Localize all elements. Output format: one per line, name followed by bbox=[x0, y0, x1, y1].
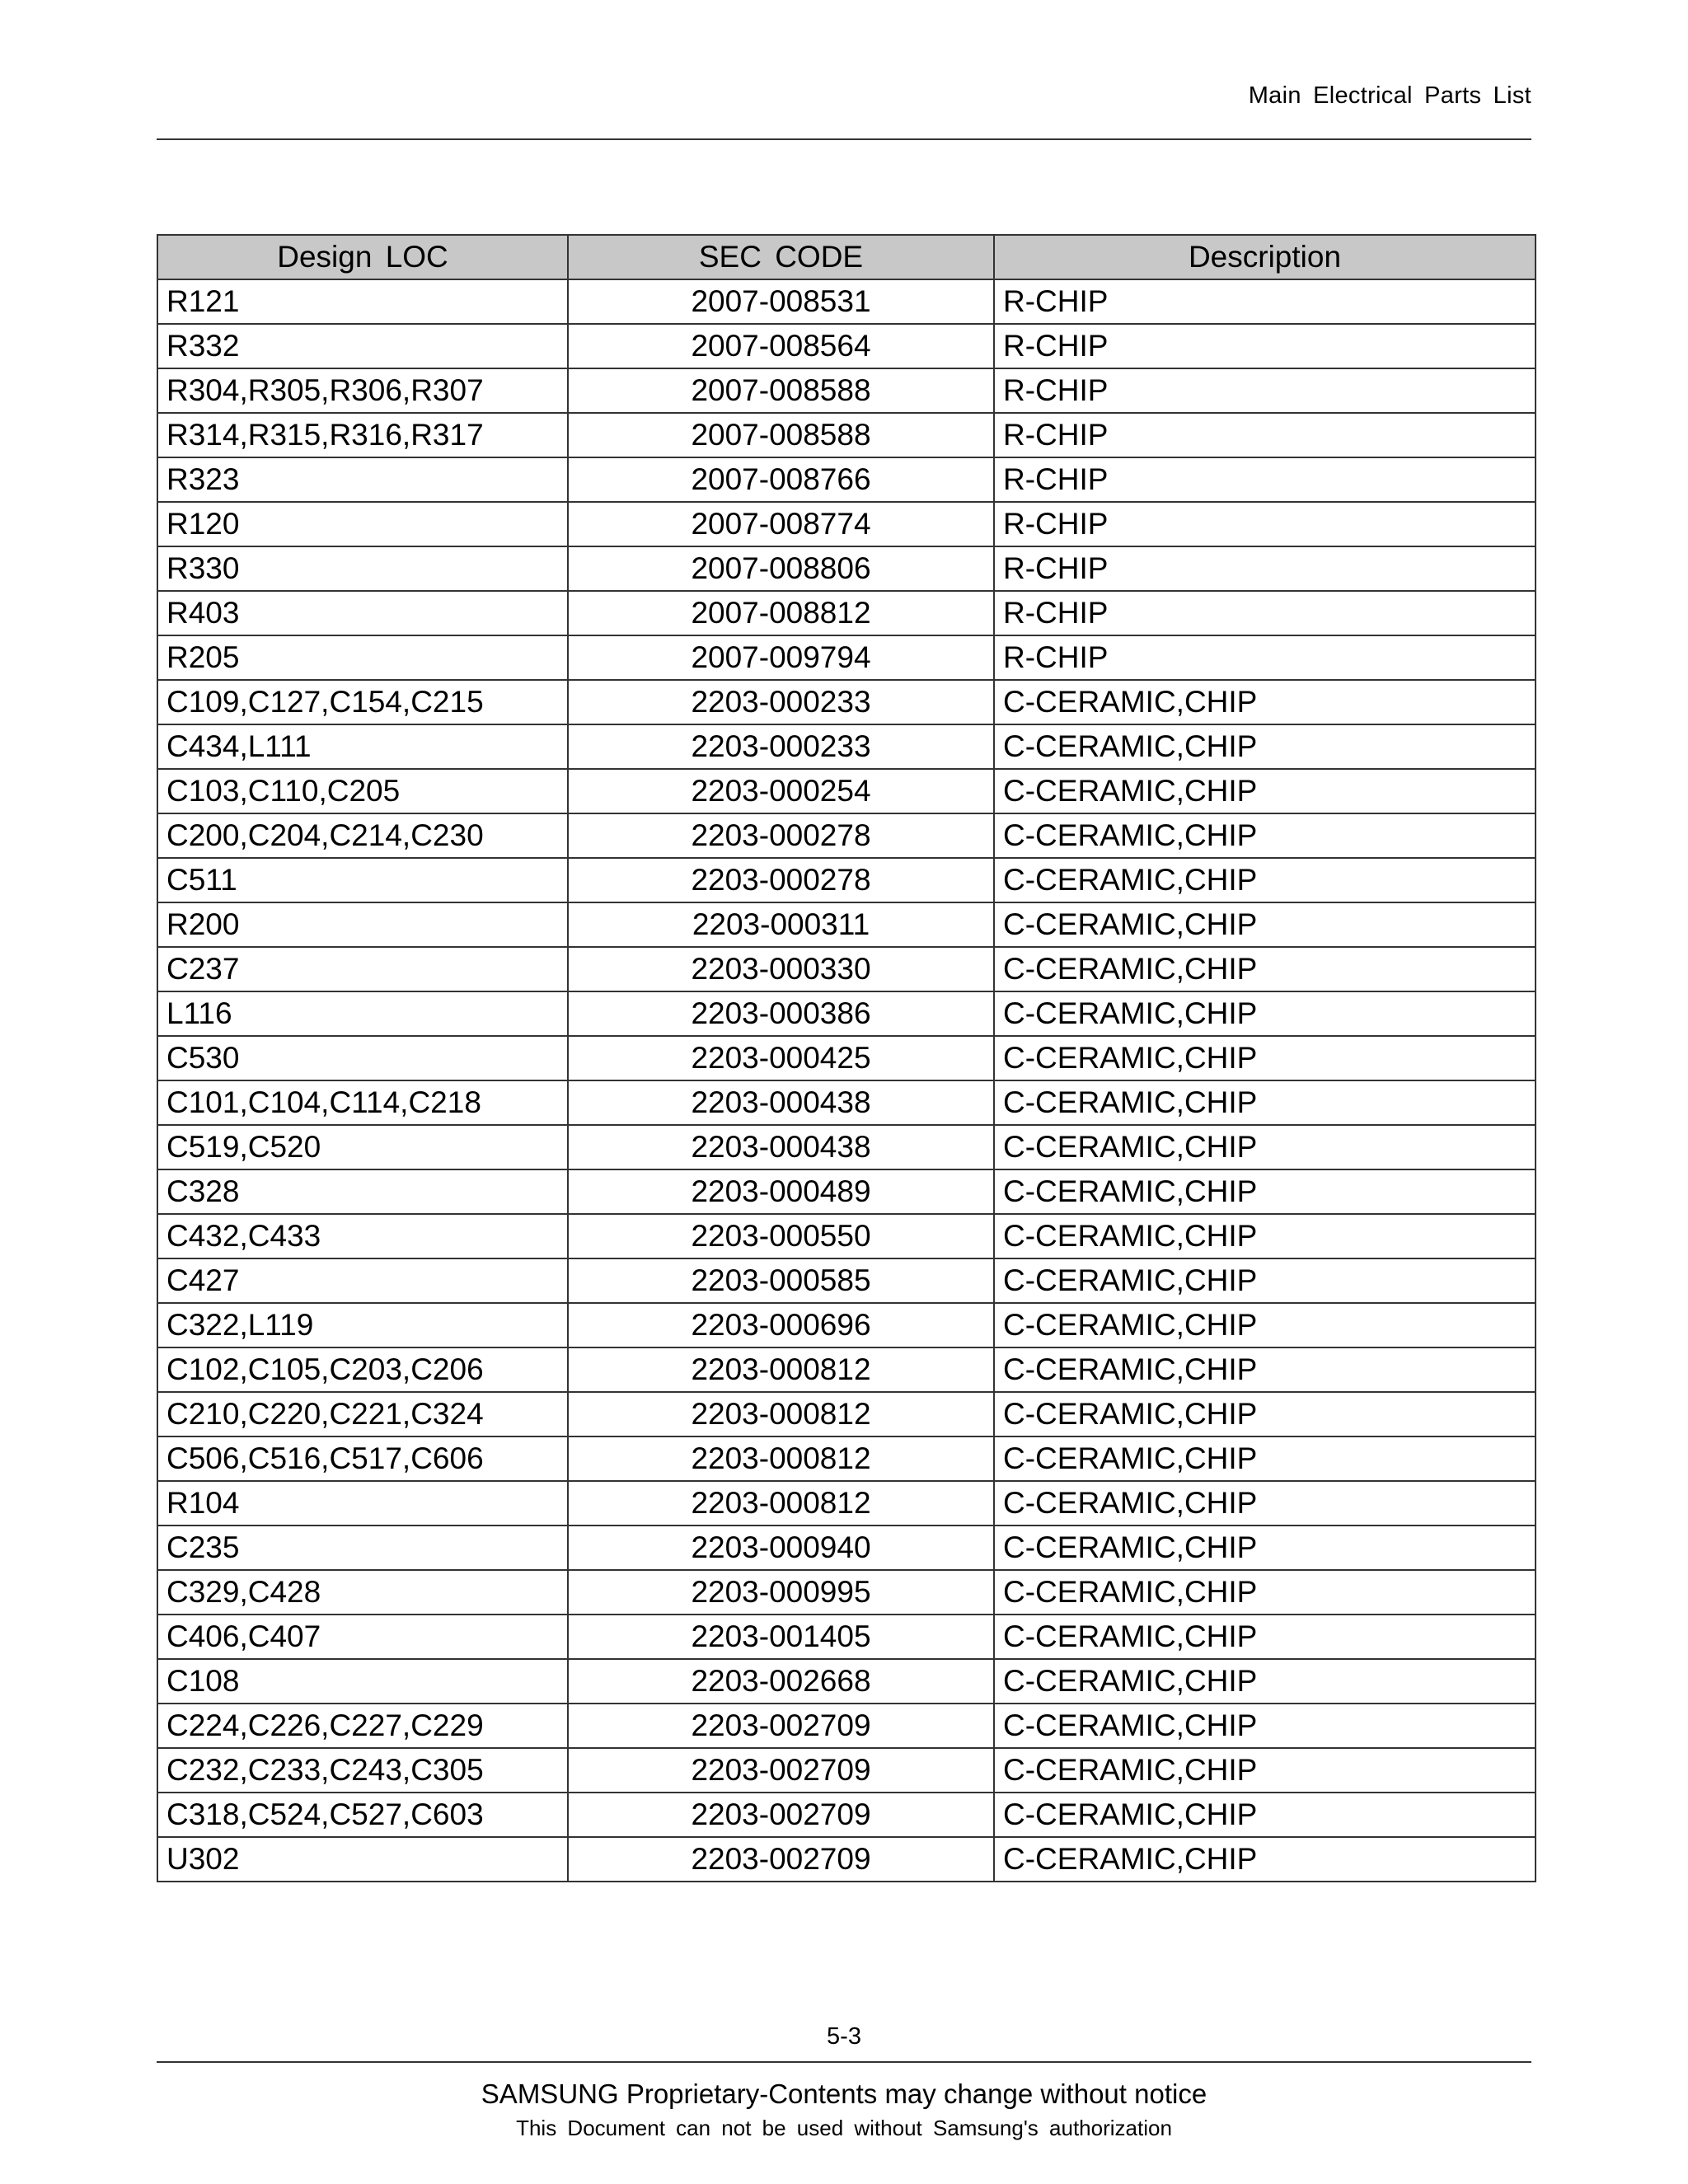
design-loc-cell: C434,L111 bbox=[157, 724, 568, 769]
footer-authorization-notice: This Document can not be used without Samsung's authorization bbox=[516, 2116, 1172, 2140]
description-cell: R-CHIP bbox=[994, 635, 1536, 680]
description-cell: C-CERAMIC,CHIP bbox=[994, 1436, 1536, 1481]
design-loc-cell: C432,C433 bbox=[157, 1214, 568, 1258]
table-row bbox=[157, 902, 1536, 947]
sec-code-cell: 2203-002709 bbox=[568, 1704, 994, 1748]
description-cell: C-CERAMIC,CHIP bbox=[994, 1125, 1536, 1169]
table-row bbox=[157, 591, 1536, 635]
design-loc-cell: C511 bbox=[157, 858, 568, 902]
table-row bbox=[157, 413, 1536, 457]
table-row bbox=[157, 1080, 1536, 1125]
sec-code-cell: 2007-009794 bbox=[568, 635, 994, 680]
description-cell: C-CERAMIC,CHIP bbox=[994, 1080, 1536, 1125]
table-row bbox=[157, 1436, 1536, 1481]
sec-code-cell: 2007-008774 bbox=[568, 502, 994, 546]
parts-table-body bbox=[157, 279, 1536, 1882]
design-loc-cell: C519,C520 bbox=[157, 1125, 568, 1169]
design-loc-cell: C101,C104,C114,C218 bbox=[157, 1080, 568, 1125]
footer-proprietary-notice: SAMSUNG Proprietary-Contents may change without notice bbox=[481, 2079, 1207, 2109]
description-cell: C-CERAMIC,CHIP bbox=[994, 1659, 1536, 1704]
description-cell: C-CERAMIC,CHIP bbox=[994, 680, 1536, 724]
table-row bbox=[157, 1036, 1536, 1080]
description-cell: C-CERAMIC,CHIP bbox=[994, 1347, 1536, 1392]
table-row bbox=[157, 813, 1536, 858]
design-loc-cell: R314,R315,R316,R317 bbox=[157, 413, 568, 457]
design-loc-cell: C103,C110,C205 bbox=[157, 769, 568, 813]
design-loc-cell: C506,C516,C517,C606 bbox=[157, 1436, 568, 1481]
header-row bbox=[157, 235, 1536, 279]
description-cell: C-CERAMIC,CHIP bbox=[994, 1392, 1536, 1436]
sec-code-cell: 2203-000254 bbox=[568, 769, 994, 813]
table-row bbox=[157, 1169, 1536, 1214]
table-row bbox=[157, 1526, 1536, 1570]
table-row bbox=[157, 1570, 1536, 1615]
sec-code-cell: 2007-008531 bbox=[568, 279, 994, 324]
table-row bbox=[157, 724, 1536, 769]
page-number: 5-3 bbox=[827, 2023, 861, 2050]
sec-code-cell: 2203-002709 bbox=[568, 1748, 994, 1793]
table-row bbox=[157, 457, 1536, 502]
sec-code-cell: 2203-002668 bbox=[568, 1659, 994, 1704]
table-row bbox=[157, 680, 1536, 724]
description-cell: R-CHIP bbox=[994, 413, 1536, 457]
description-cell: C-CERAMIC,CHIP bbox=[994, 1481, 1536, 1526]
table-row bbox=[157, 947, 1536, 991]
page-header-title: Main Electrical Parts List bbox=[1248, 82, 1531, 109]
table-row bbox=[157, 1615, 1536, 1659]
design-loc-cell: C328 bbox=[157, 1169, 568, 1214]
design-loc-cell: R332 bbox=[157, 324, 568, 368]
sec-code-cell: 2203-000550 bbox=[568, 1214, 994, 1258]
sec-code-cell: 2203-000585 bbox=[568, 1258, 994, 1303]
table-row bbox=[157, 546, 1536, 591]
description-cell: R-CHIP bbox=[994, 591, 1536, 635]
column-header-design-loc: Design LOC bbox=[157, 235, 568, 279]
description-cell: C-CERAMIC,CHIP bbox=[994, 1303, 1536, 1347]
column-header-description: Description bbox=[994, 235, 1536, 279]
design-loc-cell: U302 bbox=[157, 1837, 568, 1882]
sec-code-cell: 2007-008564 bbox=[568, 324, 994, 368]
sec-code-cell: 2203-000812 bbox=[568, 1392, 994, 1436]
design-loc-cell: C318,C524,C527,C603 bbox=[157, 1793, 568, 1837]
design-loc-cell: C108 bbox=[157, 1659, 568, 1704]
design-loc-cell: R104 bbox=[157, 1481, 568, 1526]
description-cell: C-CERAMIC,CHIP bbox=[994, 724, 1536, 769]
table-row bbox=[157, 1392, 1536, 1436]
table-row bbox=[157, 1481, 1536, 1526]
table-row bbox=[157, 324, 1536, 368]
table-row bbox=[157, 502, 1536, 546]
table-row bbox=[157, 1659, 1536, 1704]
description-cell: C-CERAMIC,CHIP bbox=[994, 902, 1536, 947]
design-loc-cell: L116 bbox=[157, 991, 568, 1036]
description-cell: C-CERAMIC,CHIP bbox=[994, 1837, 1536, 1882]
sec-code-cell: 2007-008766 bbox=[568, 457, 994, 502]
description-cell: C-CERAMIC,CHIP bbox=[994, 813, 1536, 858]
design-loc-cell: R120 bbox=[157, 502, 568, 546]
sec-code-cell: 2203-000940 bbox=[568, 1526, 994, 1570]
table-row bbox=[157, 1347, 1536, 1392]
sec-code-cell: 2203-001405 bbox=[568, 1615, 994, 1659]
table-row bbox=[157, 1125, 1536, 1169]
description-cell: C-CERAMIC,CHIP bbox=[994, 947, 1536, 991]
sec-code-cell: 2203-000425 bbox=[568, 1036, 994, 1080]
description-cell: R-CHIP bbox=[994, 502, 1536, 546]
table-row bbox=[157, 1704, 1536, 1748]
design-loc-cell: C210,C220,C221,C324 bbox=[157, 1392, 568, 1436]
parts-table bbox=[157, 234, 1536, 1882]
table-row bbox=[157, 1214, 1536, 1258]
design-loc-cell: C427 bbox=[157, 1258, 568, 1303]
design-loc-cell: C530 bbox=[157, 1036, 568, 1080]
table-row bbox=[157, 1748, 1536, 1793]
sec-code-cell: 2203-000696 bbox=[568, 1303, 994, 1347]
description-cell: C-CERAMIC,CHIP bbox=[994, 1704, 1536, 1748]
header-divider bbox=[157, 138, 1531, 140]
description-cell: C-CERAMIC,CHIP bbox=[994, 1214, 1536, 1258]
sec-code-cell: 2007-008812 bbox=[568, 591, 994, 635]
sec-code-cell: 2203-000330 bbox=[568, 947, 994, 991]
design-loc-cell: C200,C204,C214,C230 bbox=[157, 813, 568, 858]
table-row bbox=[157, 991, 1536, 1036]
description-cell: R-CHIP bbox=[994, 368, 1536, 413]
sec-code-cell: 2203-000812 bbox=[568, 1481, 994, 1526]
sec-code-cell: 2203-000233 bbox=[568, 724, 994, 769]
design-loc-cell: C232,C233,C243,C305 bbox=[157, 1748, 568, 1793]
sec-code-cell: 2203-000995 bbox=[568, 1570, 994, 1615]
table-row bbox=[157, 1793, 1536, 1837]
table-row bbox=[157, 279, 1536, 324]
design-loc-cell: C322,L119 bbox=[157, 1303, 568, 1347]
table-row bbox=[157, 1258, 1536, 1303]
column-header-sec-code: SEC CODE bbox=[568, 235, 994, 279]
description-cell: R-CHIP bbox=[994, 457, 1536, 502]
description-cell: C-CERAMIC,CHIP bbox=[994, 1748, 1536, 1793]
parts-table-header bbox=[157, 235, 1536, 279]
description-cell: R-CHIP bbox=[994, 279, 1536, 324]
description-cell: C-CERAMIC,CHIP bbox=[994, 991, 1536, 1036]
sec-code-cell: 2203-000812 bbox=[568, 1436, 994, 1481]
design-loc-cell: R304,R305,R306,R307 bbox=[157, 368, 568, 413]
design-loc-cell: C329,C428 bbox=[157, 1570, 568, 1615]
description-cell: C-CERAMIC,CHIP bbox=[994, 858, 1536, 902]
table-row bbox=[157, 769, 1536, 813]
description-cell: C-CERAMIC,CHIP bbox=[994, 769, 1536, 813]
design-loc-cell: C224,C226,C227,C229 bbox=[157, 1704, 568, 1748]
description-cell: C-CERAMIC,CHIP bbox=[994, 1169, 1536, 1214]
description-cell: C-CERAMIC,CHIP bbox=[994, 1258, 1536, 1303]
design-loc-cell: C406,C407 bbox=[157, 1615, 568, 1659]
sec-code-cell: 2203-000278 bbox=[568, 858, 994, 902]
description-cell: C-CERAMIC,CHIP bbox=[994, 1526, 1536, 1570]
sec-code-cell: 2203-000311 bbox=[568, 902, 994, 947]
sec-code-cell: 2007-008588 bbox=[568, 368, 994, 413]
sec-code-cell: 2203-000438 bbox=[568, 1125, 994, 1169]
description-cell: C-CERAMIC,CHIP bbox=[994, 1570, 1536, 1615]
table-row bbox=[157, 635, 1536, 680]
table-row bbox=[157, 1837, 1536, 1882]
footer-divider bbox=[157, 2061, 1531, 2063]
design-loc-cell: R200 bbox=[157, 902, 568, 947]
table-row bbox=[157, 1303, 1536, 1347]
sec-code-cell: 2203-000278 bbox=[568, 813, 994, 858]
description-cell: C-CERAMIC,CHIP bbox=[994, 1793, 1536, 1837]
design-loc-cell: R205 bbox=[157, 635, 568, 680]
sec-code-cell: 2007-008588 bbox=[568, 413, 994, 457]
sec-code-cell: 2203-002709 bbox=[568, 1793, 994, 1837]
sec-code-cell: 2203-000438 bbox=[568, 1080, 994, 1125]
description-cell: C-CERAMIC,CHIP bbox=[994, 1615, 1536, 1659]
design-loc-cell: C109,C127,C154,C215 bbox=[157, 680, 568, 724]
design-loc-cell: R403 bbox=[157, 591, 568, 635]
sec-code-cell: 2007-008806 bbox=[568, 546, 994, 591]
design-loc-cell: R330 bbox=[157, 546, 568, 591]
table-row bbox=[157, 858, 1536, 902]
design-loc-cell: C235 bbox=[157, 1526, 568, 1570]
sec-code-cell: 2203-000233 bbox=[568, 680, 994, 724]
sec-code-cell: 2203-002709 bbox=[568, 1837, 994, 1882]
design-loc-cell: C102,C105,C203,C206 bbox=[157, 1347, 568, 1392]
description-cell: R-CHIP bbox=[994, 324, 1536, 368]
description-cell: C-CERAMIC,CHIP bbox=[994, 1036, 1536, 1080]
design-loc-cell: C237 bbox=[157, 947, 568, 991]
design-loc-cell: R121 bbox=[157, 279, 568, 324]
description-cell: R-CHIP bbox=[994, 546, 1536, 591]
sec-code-cell: 2203-000386 bbox=[568, 991, 994, 1036]
table-row bbox=[157, 368, 1536, 413]
sec-code-cell: 2203-000812 bbox=[568, 1347, 994, 1392]
design-loc-cell: R323 bbox=[157, 457, 568, 502]
sec-code-cell: 2203-000489 bbox=[568, 1169, 994, 1214]
